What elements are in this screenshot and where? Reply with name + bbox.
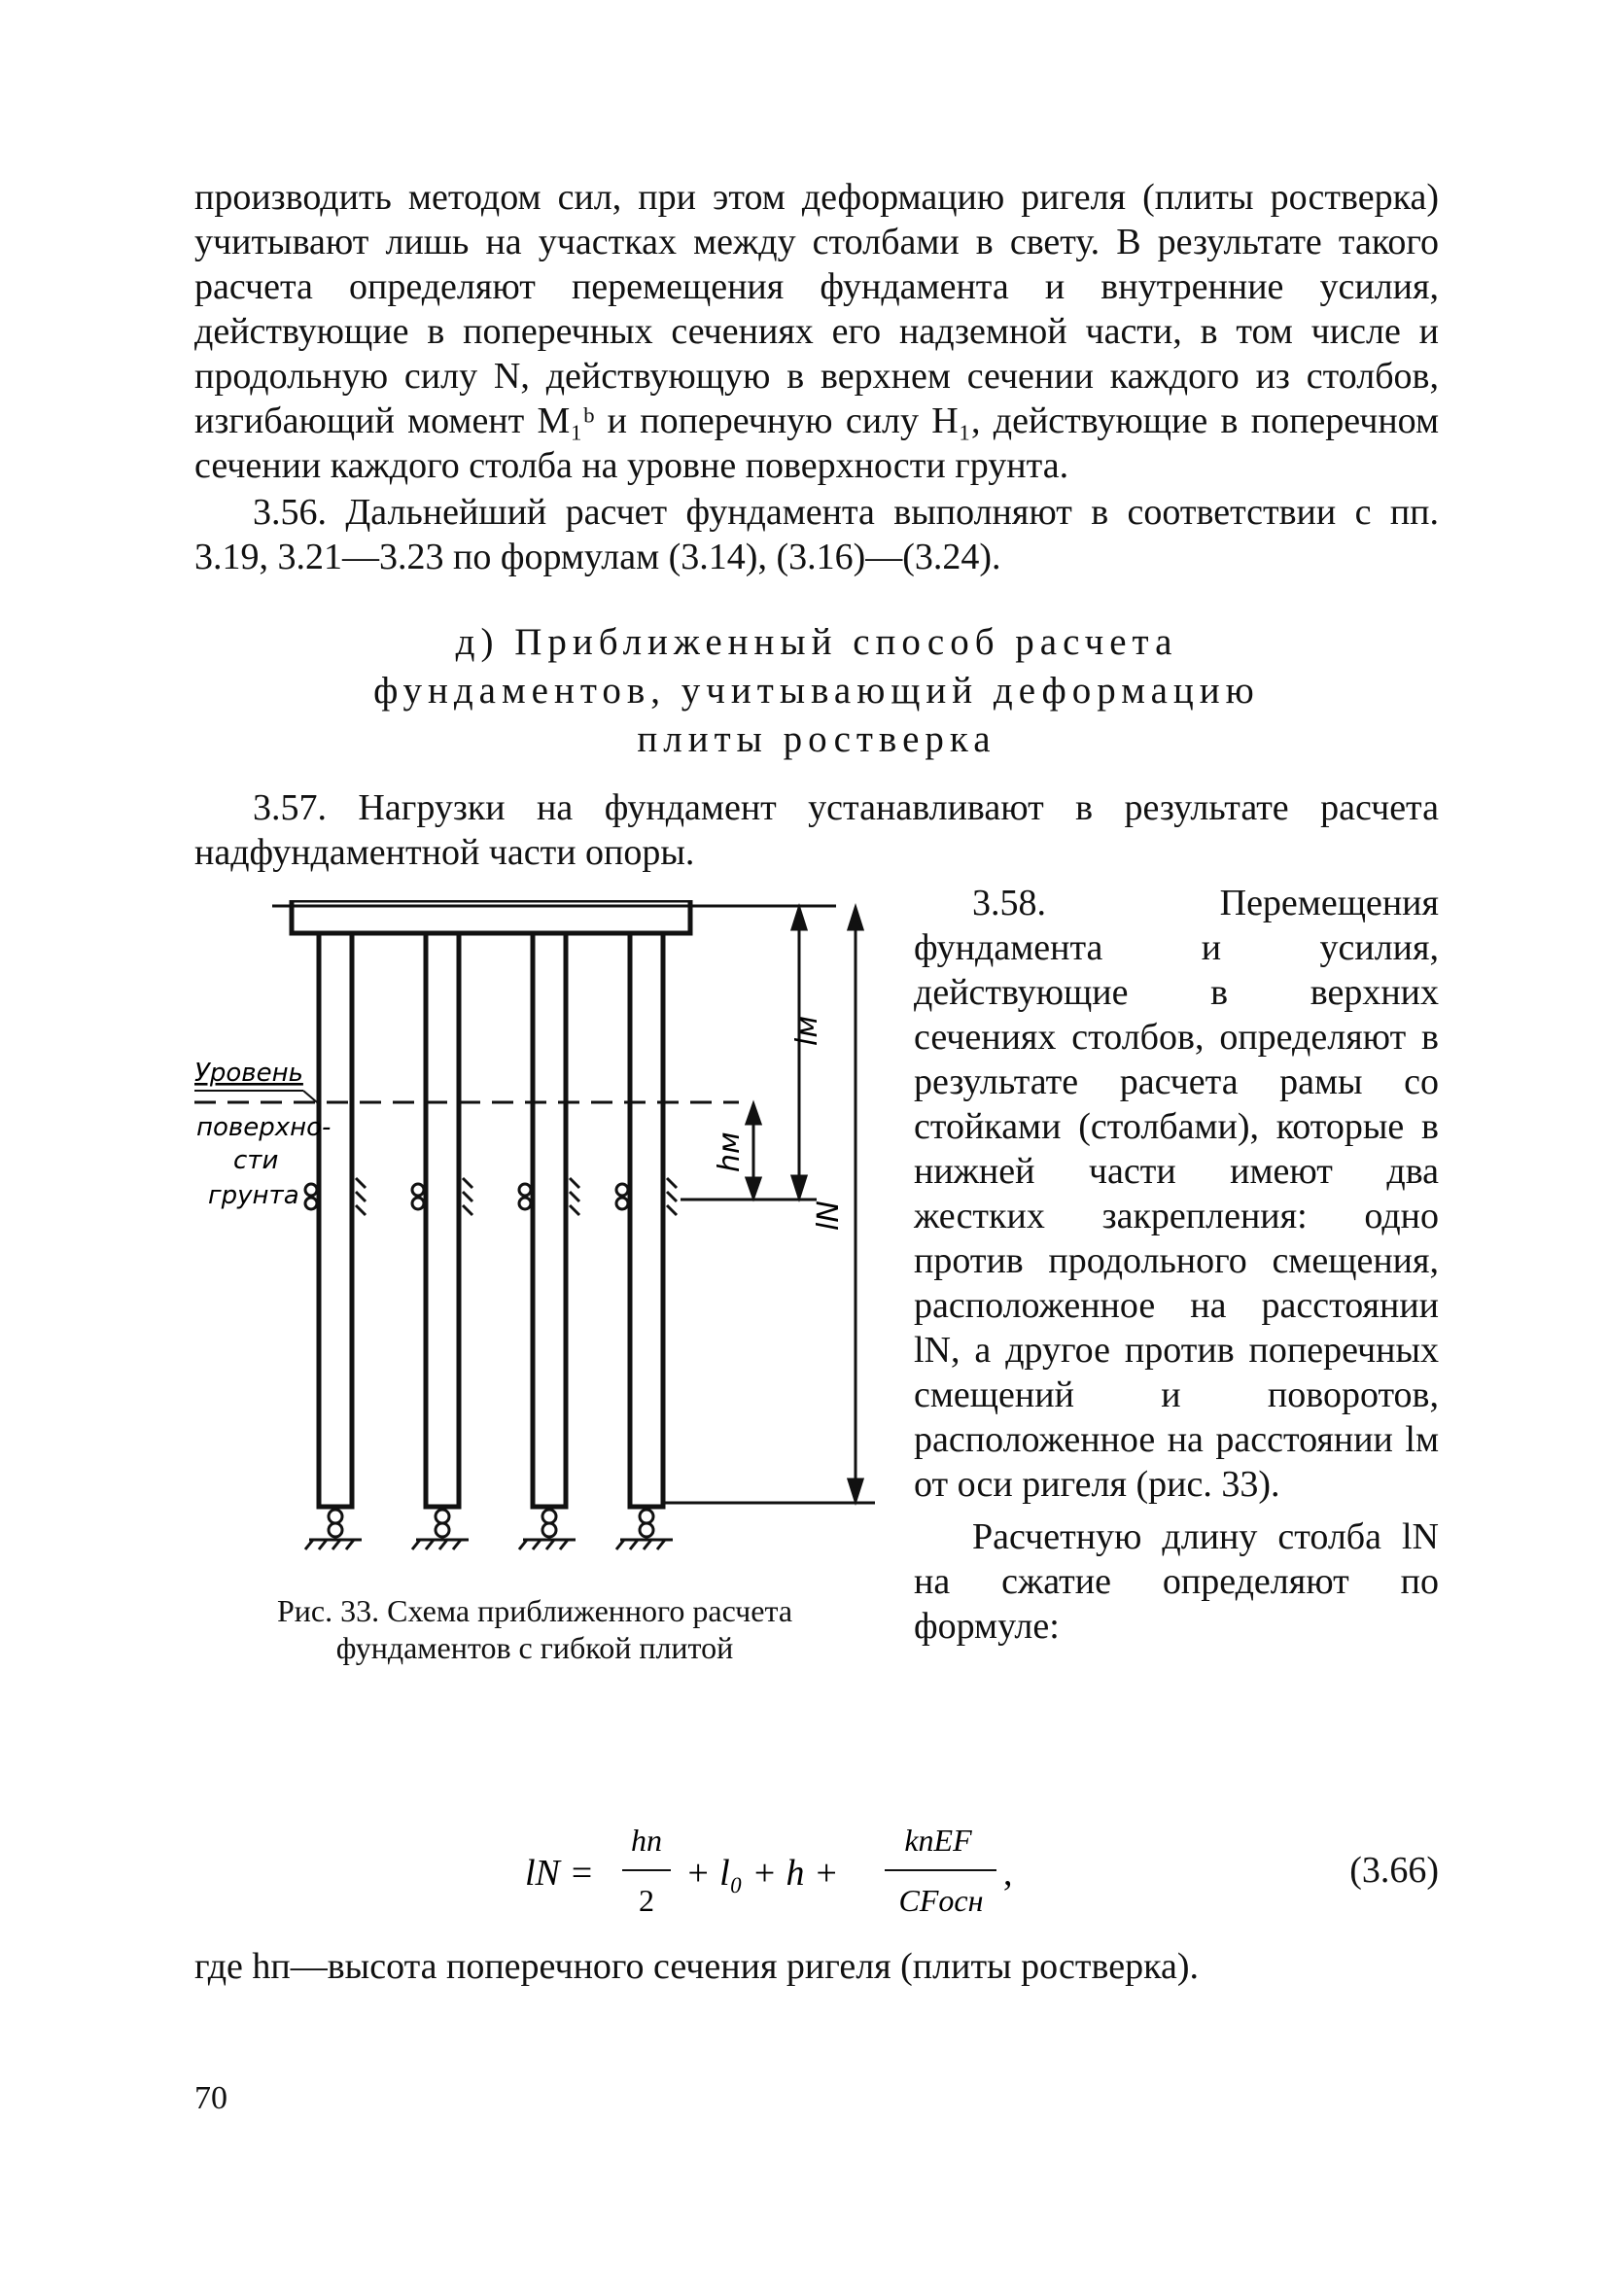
right-column	[914, 881, 1439, 1649]
label-lN: lN	[812, 1200, 846, 1231]
pile-1	[319, 933, 352, 1507]
dimension-lN	[849, 908, 862, 1501]
pile-2	[426, 933, 459, 1507]
formula-expression	[525, 1802, 1108, 1938]
section-heading	[194, 618, 1439, 764]
dimension-hm	[747, 1104, 760, 1198]
bottom-supports	[305, 1510, 673, 1549]
pile-3	[533, 933, 566, 1507]
heading-line-2: фундаментов, учитывающий деформацию	[373, 670, 1260, 712]
label-lm: lм	[790, 1016, 824, 1046]
formula-den2: CFосн	[898, 1883, 984, 1918]
figure-33	[194, 900, 875, 1665]
formula-mid: + l₀ + h +	[685, 1853, 839, 1894]
heading-line-3: плиты ростверка	[637, 718, 996, 760]
label-ground-4: грунта	[208, 1181, 299, 1210]
heading-line-1: д) Приближенный способ расчета	[455, 621, 1178, 663]
formula-num2: kпEF	[904, 1823, 972, 1858]
page-number: 70	[194, 2080, 227, 2116]
paragraph-3-58: 3.58. Перемещения фундамента и усилия, действующие в верхних сечениях столбов, определяют в результате расчета рамы со стойками (столбами), которые в нижней части имеют два жестких закрепления: одно против продольного смещения, расположенное на расстоянии lN, а другое против поперечных смещений и поворотов, расположенное на расстоянии lм от оси ригеля (рис. 33).	[914, 883, 1439, 1505]
foundation-diagram	[194, 900, 875, 1581]
label-ground-3: сти	[233, 1146, 279, 1175]
formula-num1: hп	[631, 1823, 662, 1858]
paragraph-3-57: 3.57. Нагрузки на фундамент устанавливают в результате расчета надфундаментной части опоры.	[194, 787, 1439, 873]
page-content	[194, 175, 1439, 1989]
formula-3-66	[194, 1802, 1439, 1938]
caption-line-2: фундаментов с гибкой плитой	[335, 1630, 734, 1665]
dimension-lm	[792, 908, 806, 1198]
figure-caption	[194, 1592, 875, 1666]
equation-number: (3.66)	[1349, 1850, 1439, 1891]
label-ground-1: Уровень	[194, 1059, 303, 1088]
pile-4	[630, 933, 663, 1507]
caption-line-1: Рис. 33. Схема приближенного расчета	[276, 1593, 793, 1628]
formula-comma: ,	[1003, 1853, 1013, 1894]
formula-lhs: lN =	[525, 1853, 595, 1894]
label-hm: hм	[713, 1131, 747, 1172]
figure-row	[194, 881, 1439, 1785]
paragraph-where: где hп—высота поперечного сечения ригеля (плиты ростверка).	[194, 1946, 1199, 1987]
formula-den1: 2	[639, 1883, 654, 1918]
paragraph-3-56: 3.56. Дальнейший расчет фундамента выполняют в соответствии с пп. 3.19, 3.21—3.23 по формулам (3.14), (3.16)—(3.24).	[194, 492, 1439, 577]
clamp-symbols	[305, 1176, 677, 1217]
label-ground-2: поверхно-	[196, 1113, 332, 1142]
paragraph-1: производить методом сил, при этом деформацию ригеля (плиты ростверка) учитывают лишь на участках между столбами в свету. В результате такого расчета определяют перемещения фундамента и внутренние усилия, действующие в поперечных сечениях его надземной части, в том числе и продольную силу N, действующую в верхнем сечении каждого из столбов, изгибающий момент M₁ᵇ и поперечную силу H₁, действующие в поперечном сечении каждого столба на уровне поверхности грунта.	[194, 177, 1439, 486]
paragraph-calc-length: Расчетную длину столба lN на сжатие определяют по формуле:	[914, 1516, 1439, 1647]
label-ground-leader-tip	[303, 1091, 317, 1102]
